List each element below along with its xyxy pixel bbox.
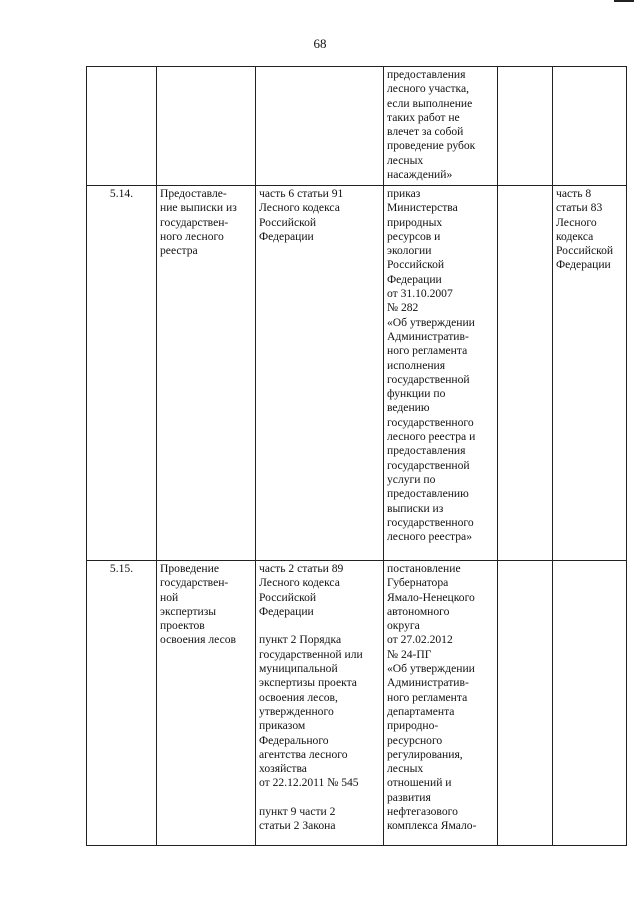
extra-cell — [498, 186, 553, 561]
legal-basis-cell: часть 6 статьи 91 Лесного кодекса Российской Федерации — [256, 186, 384, 561]
extra-cell — [498, 561, 553, 846]
reference-cell — [553, 67, 627, 186]
page-number: 68 — [313, 36, 327, 51]
row-number-cell: 5.15. — [87, 561, 157, 846]
extra-cell — [498, 67, 553, 186]
regulation-act-cell: предоставления лесного участка, если выполнение таких работ не влечет за собой проведение рубок лесных насаждений» — [384, 67, 498, 186]
regulation-act-cell: постановление Губернатора Ямало-Ненецкого автономного округа от 27.02.2012 № 24-ПГ «Об утверждении Административ- ного регламента департамента природно- ресурсного регулирования, лесных отношений и развития нефтегазового комплекса Ямало- — [384, 561, 498, 846]
service-name-cell: Проведение государствен- ной экспертизы проектов освоения лесов — [157, 561, 256, 846]
regulation-act-cell: приказ Министерства природных ресурсов и экологии Российской Федерации от 31.10.2007 № 282 «Об утверждении Административ- ного регламента исполнения государственной функции по ведению государственного лесного реестра и предоставления государственной услуги по предоставлению выписки из государственного лесного реестра» — [384, 186, 498, 561]
reference-cell — [553, 561, 627, 846]
legal-basis-cell: часть 2 статьи 89 Лесного кодекса Российской Федерации пункт 2 Порядка государственной или муниципальной экспертизы проекта освоения лесов, утвержденного приказом Федерального агентства лесного хозяйства от 22.12.2011 № 545 пункт 9 части 2 статьи 2 Закона — [256, 561, 384, 846]
table-row-5-15 — [87, 561, 627, 846]
table-row-continuation — [87, 67, 627, 186]
service-name-cell: Предоставле- ние выписки из государствен- ного лесного реестра — [157, 186, 256, 561]
table-row-5-14 — [87, 186, 627, 561]
reference-cell: часть 8 статьи 83 Лесного кодекса Российской Федерации — [553, 186, 627, 561]
regulation-table — [86, 66, 627, 846]
scan-corner-mark — [614, 0, 634, 2]
row-number-cell: 5.14. — [87, 186, 157, 561]
legal-basis-cell — [256, 67, 384, 186]
row-number-cell — [87, 67, 157, 186]
service-name-cell — [157, 67, 256, 186]
